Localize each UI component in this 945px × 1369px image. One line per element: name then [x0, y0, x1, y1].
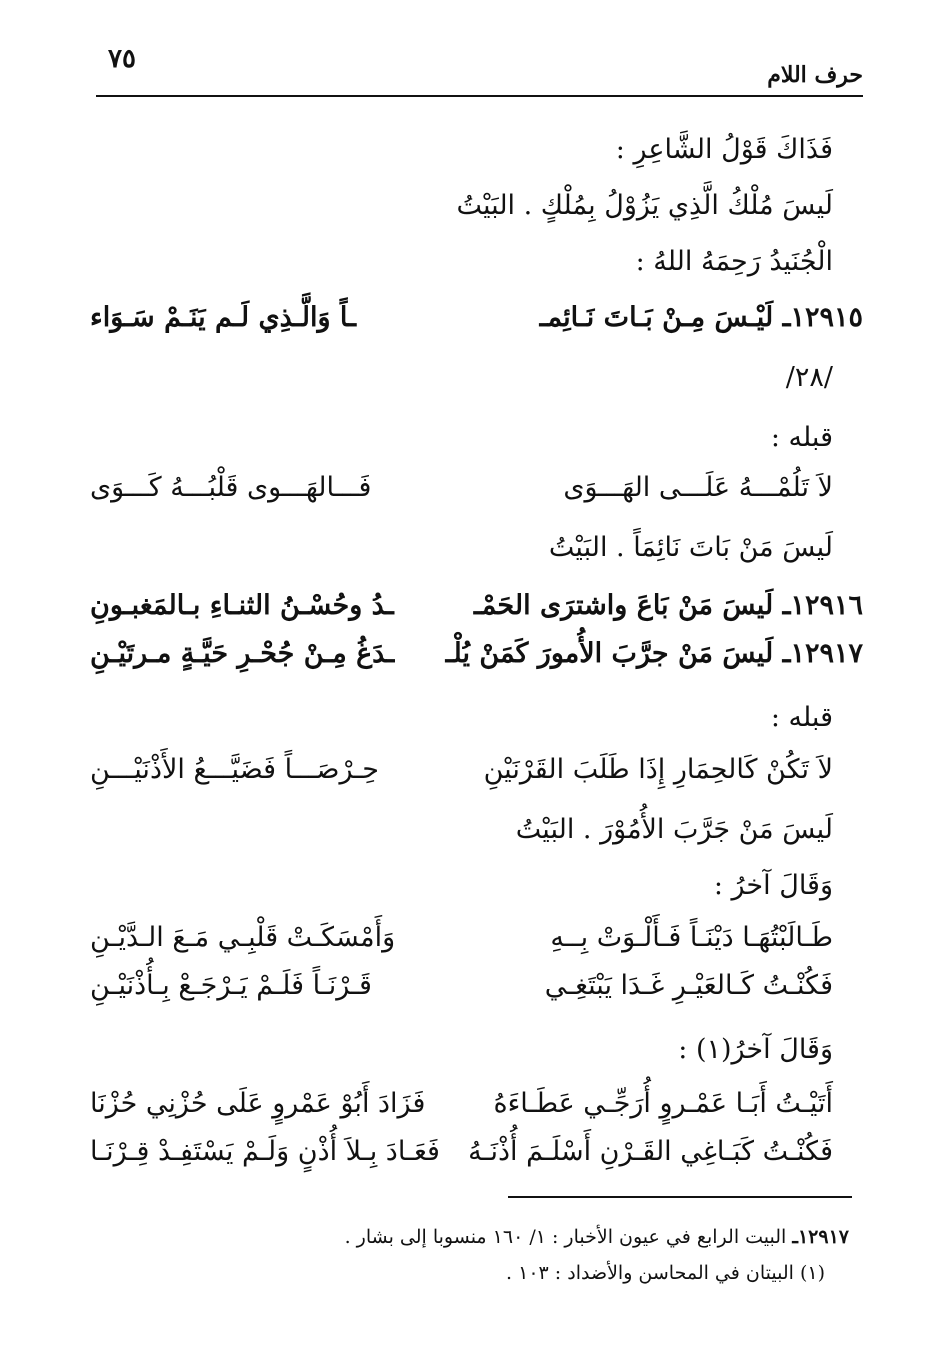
prose-line: وَقَالَ آخرُ : — [713, 870, 833, 901]
reference-mark: /٢٨/ — [785, 362, 833, 393]
page-number: ٧٥ — [108, 44, 136, 74]
running-head: حرف اللام — [767, 62, 863, 88]
footnote-1 — [120, 1222, 849, 1252]
footnote-text: البيت الرابع في عيون الأخبار : ١/ ١٦٠ منسوبا إلى بشار . — [344, 1226, 787, 1248]
verse-12916 — [90, 586, 863, 626]
verse-first-hemistich: ١٢٩١٥ـ لَيْـسَ مِـنْ بَـاتَ نَـائِمـ — [539, 302, 863, 333]
footnote-rule — [508, 1196, 852, 1198]
prose-line: لَيسَ مَنْ بَاتَ نَائِمَاً . البَيْتُ — [548, 532, 833, 563]
header-rule — [96, 95, 863, 97]
verse-line — [90, 966, 863, 1006]
verse-first-hemistich: فَكُنْـتُ كَـالعَيْـرِ غَـدَا يَبْتَغِـي — [544, 970, 833, 1001]
verse-first-hemistich: أَتَيْـتُ أَبَـا عَمْـروٍ أُرَجِّـي عَطَـاءَهُ — [493, 1088, 833, 1119]
verse-12917 — [90, 634, 863, 674]
verse-second-hemistich: فَعَـادَ بِـلاَ أُذْنٍ وَلَـمْ يَسْتَفِـدْ قِـرْنَـا — [90, 1136, 440, 1167]
verse-line — [90, 1084, 863, 1124]
prose-line: الْجُنَيدُ رَحِمَهُ اللهُ : — [635, 246, 833, 277]
verse-12915 — [90, 298, 863, 338]
verse-second-hemistich: فَزَادَ أَبُوْ عَمْروٍ عَلَى حُزْنِي حُزْنَا — [90, 1088, 426, 1119]
verse-first-hemistich: طَـالَبْتُهَـا دَيْنَـاً فَـأَلْـوَتْ بِــهِ — [550, 922, 833, 953]
prose-line: وَقَالَ آخرُ(١) : — [678, 1034, 833, 1065]
prose-line: لَيسَ مَنْ جَرَّبَ الأُمُوْرَ . البَيْتُ — [515, 814, 833, 845]
verse-first-hemistich: ١٢٩١٦ـ لَيسَ مَنْ بَاعَ واشترَى الحَمْـ — [473, 590, 863, 621]
verse-line — [90, 1132, 863, 1172]
verse-line — [90, 468, 863, 508]
verse-first-hemistich: فَكُنْـتُ كَبَـاغِي القَـرْنِ أَسْلَـمَ أُذْنَـهُ — [468, 1136, 833, 1167]
footnote-number: ١٢٩١٧ـ — [792, 1226, 849, 1248]
verse-second-hemistich: قَـرْنَـاً فَلَـمْ يَـرْجَـعْ بِـأُذْنَيْـنِ — [90, 970, 372, 1001]
verse-second-hemistich: ـاً وَالَّـذِي لَـم يَنَـمْ سَـوَاء — [90, 302, 357, 333]
prose-line: قبله : — [770, 702, 833, 733]
verse-first-hemistich: لاَ تَكُنْ كَالحِمَارِ إِذَا طَلَبَ القَرْنَيْنِ — [483, 754, 833, 785]
prose-line: لَيسَ مُلْكُ الَّذِي يَزُوْلُ بِمُلْكٍ . البَيْتُ — [456, 190, 833, 221]
verse-line — [90, 750, 863, 790]
verse-second-hemistich: فَـــالهَـــوى قَلْبُـــهُ كَـــوَى — [90, 472, 372, 503]
verse-first-hemistich: ١٢٩١٧ـ لَيسَ مَنْ جرَّبَ الأُمورَ كَمَنْ يُلْـ — [445, 638, 863, 669]
verse-second-hemistich: حِـرْصَـــاً فَضَيَّـــعُ الأَذْنَيْـــنِ — [90, 754, 379, 785]
prose-line: فَذَاكَ قَوْلُ الشَّاعِرِ : — [615, 134, 833, 165]
verse-second-hemistich: ـدُ وحُسْـنُ الثنـاءِ بـالمَغبـونِ — [90, 590, 394, 621]
verse-second-hemistich: ـدَغُ مِـنْ جُحْـرِ حَيَّـةٍ مـرتَيْـنِ — [90, 638, 395, 669]
verse-line — [90, 918, 863, 958]
verse-first-hemistich: لاَ تَلُمْـــهُ عَلَـــى الهَـــوَى — [563, 472, 833, 503]
prose-line: قبله : — [770, 422, 833, 453]
verse-second-hemistich: وَأَمْسَكَـتْ قَلْبِـي مَـعَ الـدَّيْـنِ — [90, 922, 396, 953]
footnote-2: (١) البيتان في المحاسن والأضداد : ١٠٣ . — [506, 1262, 825, 1284]
